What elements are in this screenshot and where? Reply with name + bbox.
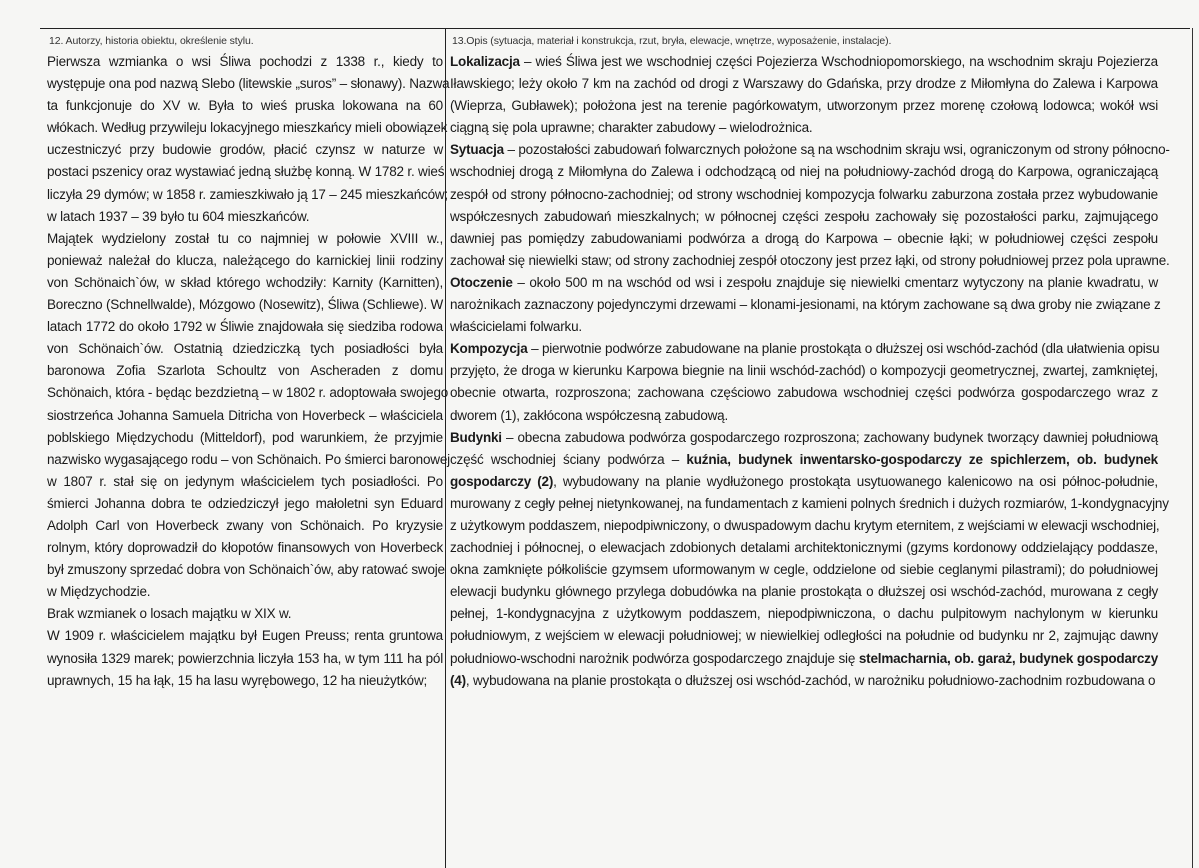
text-line bbox=[47, 206, 443, 228]
bold-lead: (4) bbox=[450, 672, 466, 688]
line-text: murowany z cegły pełnej nietynkowanej, na fundamentach z kamieni polnych średnich i dużych rozmiarów, 1-kondygnacyjny bbox=[450, 495, 1169, 511]
text-line bbox=[47, 139, 443, 161]
line-text: z użytkowym poddaszem, niepodpiwniczony, o dwuspadowym dachu krytym eternitem, z wejściami w elewacji wschodniej, bbox=[450, 517, 1160, 533]
line-text: – pierwotnie podwórze zabudowane na planie prostokąta o dłuższej osi wschód-zachód (dla ułatwienia opisu bbox=[527, 341, 1160, 357]
text-line bbox=[47, 294, 443, 316]
text-line bbox=[450, 515, 1158, 537]
line-text: południowym, z wejściem w elewacji południowej; w niewielkiej odległości na południe od budynku nr 2, zajmując dawny bbox=[450, 628, 1158, 644]
bold-term: stelmacharnia, ob. garaż, budynek gospodarczy bbox=[858, 650, 1159, 666]
line-text: właścicielami folwarku. bbox=[450, 319, 582, 335]
text-line bbox=[47, 515, 443, 537]
text-line bbox=[450, 250, 1170, 272]
text-line bbox=[450, 449, 1158, 471]
text-line bbox=[47, 449, 450, 471]
text-line bbox=[47, 360, 443, 382]
text-line bbox=[450, 117, 1158, 139]
text-line bbox=[450, 73, 1158, 95]
text-line bbox=[450, 228, 1158, 250]
text-line bbox=[450, 405, 1158, 427]
text-line bbox=[47, 405, 443, 427]
text-line bbox=[47, 73, 450, 95]
line-text: postaci pszenicy oraz wystawiać jedną służbę konną. W 1782 r. wieś bbox=[47, 164, 445, 180]
line-text: (Wieprza, Gubławek); położona jest na terenie pagórkowatym, utworzonym przez morenę czołową lodowca; wokół wsi bbox=[450, 98, 1158, 114]
text-line bbox=[450, 537, 1158, 559]
line-text: obecnie otwarta, rozproszona; zachowana częściowo zabudowa wschodniej części podwórza gospodarczego wraz z bbox=[450, 385, 1158, 401]
text-line bbox=[47, 603, 443, 625]
line-text: dworem (1), zakłócona współczesną zabudową. bbox=[450, 407, 729, 423]
bold-term: kuźnia, budynek inwentarsko-gospodarczy ze spichlerzem, ob. budynek bbox=[686, 451, 1158, 467]
line-text: elewacji budynku głównego przylega dobudówka na planie prostokąta o dłuższej osi wschód-zachód, murowana z cegły bbox=[450, 584, 1158, 600]
line-text: rolnym, który doprowadził do kłopotów finansowych von Hoverbeck bbox=[47, 540, 443, 556]
text-line bbox=[450, 95, 1158, 117]
bold-lead: Kompozycja bbox=[450, 341, 528, 357]
line-text: – wieś Śliwa jest we wschodniej części Pojezierza Wschodniopomorskiego, na wschodnim skraju Pojezierza bbox=[519, 54, 1158, 69]
bold-lead: Otoczenie bbox=[450, 274, 513, 290]
text-line bbox=[450, 625, 1158, 647]
text-line bbox=[450, 603, 1158, 625]
line-text: latach 1772 do około 1792 w Śliwie znajdowała się siedziba rodowa bbox=[47, 319, 443, 335]
line-text: Boreczno (Schnellwalde), Mózgowo (Nosewitz), Śliwa (Schliewe). W bbox=[47, 297, 444, 313]
line-text: okna zamknięte półkoliście gzymsem uformowanym w cegle, oddzielone od siebie ceglanymi pilastrami); do południowej bbox=[450, 562, 1158, 578]
line-text: Pierwsza wzmianka o wsi Śliwa pochodzi z 1338 r., kiedy to bbox=[47, 54, 443, 69]
text-line bbox=[47, 161, 443, 183]
text-line bbox=[47, 95, 443, 117]
line-text: uprawnych, 15 ha łąk, 15 ha lasu wyrębowego, 12 ha nieużytków; bbox=[47, 672, 428, 688]
line-text: w latach 1937 – 39 było tu 604 mieszkańców. bbox=[47, 208, 310, 224]
line-text: w Międzychodzie. bbox=[47, 584, 151, 600]
text-line bbox=[47, 559, 443, 581]
text-line bbox=[47, 648, 443, 670]
line-text: przyjęto, że droga w kierunku Karpowa biegnie na linii wschód-zachód) o kompozycji geometrycznej, zwartej, zamkniętej, bbox=[450, 363, 1158, 379]
column-divider bbox=[445, 28, 446, 868]
line-text: część wschodniej ściany podwórza – bbox=[450, 451, 687, 467]
line-text: śmierci Johanna dobra te odziedziczył jego małoletni syn Eduard bbox=[47, 495, 443, 511]
line-text: Schönaich, która - będąc bezdzietną – w 1802 r. adoptowała swojego bbox=[47, 385, 449, 401]
line-text: w 1807 r. stał się on jedynym właścicielem tych posiadłości. Po bbox=[47, 473, 443, 489]
text-line bbox=[450, 139, 1170, 161]
text-line bbox=[47, 51, 443, 73]
description-text bbox=[450, 51, 1170, 692]
text-line bbox=[47, 537, 443, 559]
history-header: 12. Autorzy, historia obiektu, określenie stylu. bbox=[49, 35, 254, 47]
text-line bbox=[450, 294, 1161, 316]
text-line bbox=[450, 493, 1169, 515]
text-line bbox=[450, 670, 1158, 692]
text-line bbox=[47, 427, 443, 449]
bold-lead: gospodarczy (2) bbox=[450, 473, 554, 489]
right-rule bbox=[1192, 28, 1193, 868]
line-text: von Schönaich`ów. Ostatnią dziedziczką tych posiadłości była bbox=[47, 341, 443, 357]
text-line bbox=[47, 272, 443, 294]
text-line bbox=[450, 382, 1158, 404]
text-line bbox=[450, 360, 1158, 382]
text-line bbox=[47, 316, 443, 338]
line-text: Iławskiego; leży około 7 km na zachód od drogi z Warszawy do Gdańska, przy drodze z Miłomłyna do Zalewa i Karpowa bbox=[450, 76, 1158, 92]
line-text: wschodniej drogą z Miłomłyna do Zalewa i odchodzącą od niej na południowy-zachód drogą do Karpowa, ograniczającą bbox=[450, 164, 1158, 180]
line-text: zachował się niewielki staw; od strony zachodniej zespół otoczony jest przez łąki, od strony południowej przez pola uprawne. bbox=[450, 252, 1170, 268]
line-text: – około 500 m na wschód od wsi i zespołu znajduje się niewielki cmentarz wytyczony na planie kwadratu, w bbox=[512, 274, 1158, 290]
line-text: von Schönaich`ów, w skład którego wchodziły: Karnity (Karnitten), bbox=[47, 274, 443, 290]
line-text: ponieważ należał do klucza, należącego do karnickiej linii rodziny bbox=[47, 252, 443, 268]
line-text: południowo-wschodni narożnik podwórza gospodarczego znajduje się bbox=[450, 650, 859, 666]
line-text: włókach. Według przywileju lokacyjnego mieszkańcy mieli obowiązek bbox=[47, 120, 448, 136]
line-text: W 1909 r. właścicielem majątku był Eugen Preuss; renta gruntowa bbox=[47, 628, 443, 644]
line-text: – obecna zabudowa podwórza gospodarczego rozproszona; zachowany budynek tworzący dawniej południową bbox=[501, 429, 1158, 445]
line-text: Brak wzmianek o losach majątku w XIX w. bbox=[47, 606, 292, 622]
text-line bbox=[450, 648, 1158, 670]
line-text: – pozostałości zabudowań folwarcznych położone są na wschodnim skraju wsi, ograniczonym od strony północno- bbox=[503, 142, 1170, 158]
line-text: występuje ona pod nazwą Slebo (litewskie „suros” – słonawy). Nazwa bbox=[47, 76, 450, 92]
line-text: był zmuszony sprzedać dobra von Schönaich`ów, aby ratować swoje bbox=[47, 562, 445, 578]
text-line bbox=[450, 184, 1158, 206]
text-line bbox=[47, 382, 449, 404]
line-text: , wybudowany na planie wydłużonego prostokąta usytuowanego kalenicowo na osi północ-południe, bbox=[553, 473, 1158, 489]
line-text: uczestniczyć przy budowie grodów, płacić czynsz w naturze w bbox=[47, 142, 443, 158]
line-text: liczyła 29 dymów; w 1858 r. zamieszkiwało ją 17 – 245 mieszkańców; bbox=[47, 186, 448, 202]
description-header: 13.Opis (sytuacja, materiał i konstrukcja, rzut, bryła, elewacje, wnętrze, wyposażenie, instalacje). bbox=[452, 35, 892, 47]
text-line bbox=[450, 471, 1158, 493]
text-line bbox=[47, 581, 443, 603]
line-text: pełnej, 1-kondygnacyjna z użytkowym poddaszem, niepodpiwniczona, o dachu pulpitowym nachylonym w kierunku bbox=[450, 606, 1158, 622]
text-line bbox=[47, 117, 448, 139]
text-line bbox=[450, 559, 1158, 581]
text-line bbox=[450, 51, 1158, 73]
text-line bbox=[450, 338, 1158, 360]
line-text: poblskiego Międzychodu (Mitteldorf), pod warunkiem, że przyjmie bbox=[47, 429, 443, 445]
line-text: , wybudowana na planie prostokąta o dłuższej osi wschód-zachód, w narożniku południowo-zachodnim rozbudowana o bbox=[465, 672, 1156, 688]
text-line bbox=[47, 338, 443, 360]
text-line bbox=[450, 581, 1158, 603]
text-line bbox=[47, 493, 443, 515]
line-text: baronowa Zofia Szarlota Schoultz von Ascheraden z domu bbox=[47, 363, 443, 379]
text-line bbox=[450, 206, 1158, 228]
history-column bbox=[47, 31, 450, 692]
text-line bbox=[47, 184, 448, 206]
text-line bbox=[47, 250, 443, 272]
bold-lead: Budynki bbox=[450, 429, 502, 445]
text-line bbox=[450, 272, 1158, 294]
line-text: współczesnych zabudowań mieszkalnych; w północnej części zespołu zachowały się pozostałości parku, zajmującego bbox=[450, 208, 1158, 224]
line-text: narożnikach zaznaczony pojedynczymi drzewami – klonami-jesionami, na którym zachowane są dwa groby nie związane z bbox=[450, 297, 1161, 313]
line-text: zachodniej i północnej, o elewacjach zdobionych detalami architektonicznymi (gzyms kordonowy oddzielający poddasze, bbox=[450, 540, 1158, 556]
text-line bbox=[450, 161, 1158, 183]
description-column bbox=[450, 31, 1170, 692]
top-rule bbox=[40, 28, 1190, 29]
text-line bbox=[47, 670, 443, 692]
text-line bbox=[450, 427, 1158, 449]
bold-lead: Sytuacja bbox=[450, 142, 504, 158]
line-text: siostrzeńca Johanna Samuela Ditricha von Hoverbeck – właściciela bbox=[47, 407, 443, 423]
line-text: nazwisko wygasającego rodu – von Schönaich. Po śmierci baronowej bbox=[47, 451, 450, 467]
line-text: wynosiła 1329 marek; powierzchnia liczyła 153 ha, w tym 111 ha pól bbox=[47, 650, 443, 666]
line-text: Majątek wydzielony został tu co najmniej w połowie XVIII w., bbox=[47, 230, 443, 246]
history-text bbox=[47, 51, 450, 692]
line-text: ciągną się pola uprawne; charakter zabudowy – wielodrożnica. bbox=[450, 120, 813, 136]
text-line bbox=[450, 316, 1158, 338]
line-text: dawniej pas pomiędzy zabudowaniami podwórza a drogą do Karpowa – obecnie łąki; w południowej części zespołu bbox=[450, 230, 1158, 246]
line-text: Adolph Carl von Hoverbeck zwany von Schönaich. Po kryzysie bbox=[47, 517, 443, 533]
line-text: zespół od strony północno-zachodniej; od strony wschodniej kompozycja folwarku zaburzona została przez wybudowanie bbox=[450, 186, 1158, 202]
bold-lead: Lokalizacja bbox=[450, 54, 520, 69]
text-line bbox=[47, 625, 443, 647]
text-line bbox=[47, 228, 443, 250]
text-line bbox=[47, 471, 443, 493]
line-text: ta funkcjonuje do XV w. Była to wieś pruska lokowana na 60 bbox=[47, 98, 443, 114]
